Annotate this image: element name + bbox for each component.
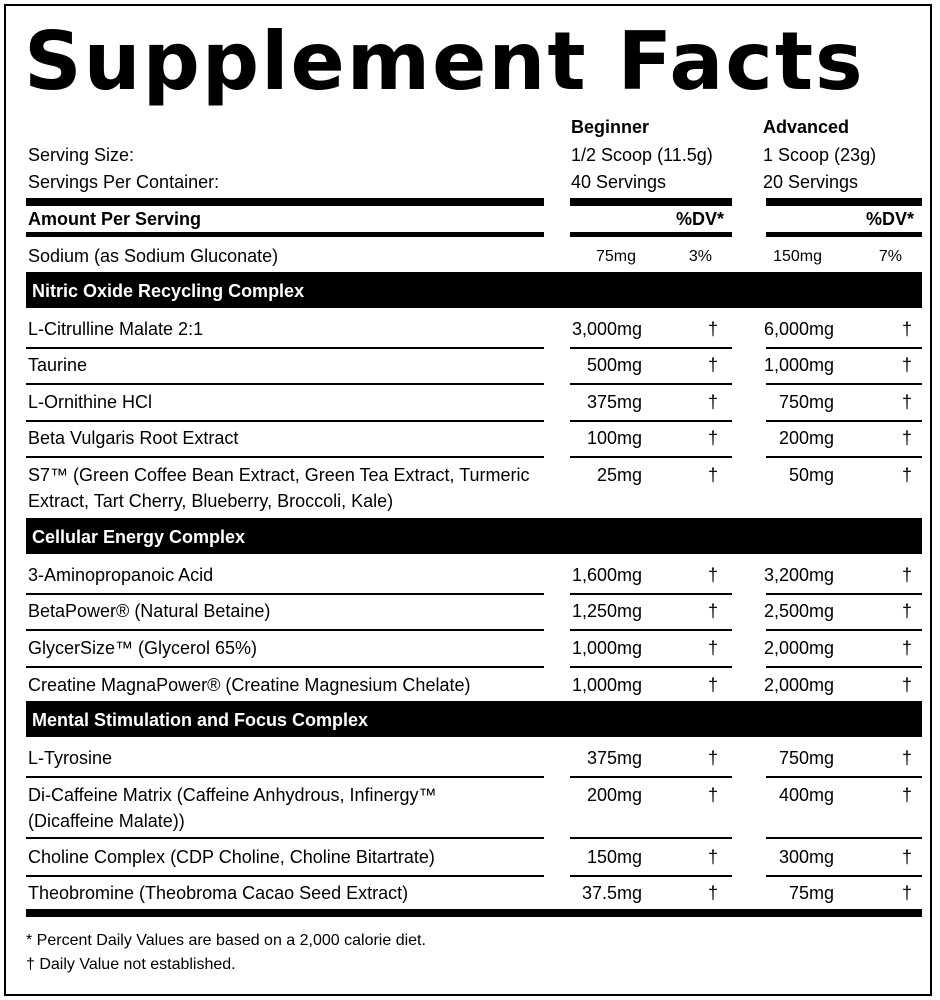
row-rule: [26, 347, 544, 349]
dagger-mark: †: [707, 355, 718, 375]
row-rule: [570, 420, 732, 422]
section-header-mental-stimulation: [26, 701, 922, 737]
ingredient-name: L-Ornithine HCl: [28, 392, 153, 412]
dagger-mark: †: [901, 748, 912, 768]
serving-size-label: Serving Size:: [28, 145, 135, 165]
row-rule: [766, 776, 922, 778]
ingredient-amount-advanced: 1,000mg: [763, 355, 834, 375]
row-rule: [570, 776, 732, 778]
dagger-mark: †: [901, 601, 912, 621]
dagger-mark: †: [707, 748, 718, 768]
servings-per-container-beginner: 40 Servings: [571, 172, 667, 192]
ingredient-name: 3-Aminopropanoic Acid: [28, 565, 214, 585]
ingredient-amount-advanced: 2,500mg: [763, 601, 834, 621]
dagger-mark: †: [707, 785, 718, 805]
row-rule: [570, 593, 732, 595]
section-header-nitric-oxide: [26, 272, 922, 308]
section-title: Cellular Energy Complex: [32, 527, 246, 547]
divider-bar: [766, 232, 922, 237]
divider-bar: [570, 198, 732, 206]
dagger-mark: †: [901, 319, 912, 339]
ingredient-amount-advanced: 400mg: [778, 785, 834, 805]
dagger-mark: †: [901, 785, 912, 805]
row-rule: [766, 875, 922, 877]
row-rule: [570, 837, 732, 839]
dagger-mark: †: [707, 319, 718, 339]
sodium-label: Sodium (as Sodium Gluconate): [28, 246, 279, 266]
ingredient-name-continued: Extract, Tart Cherry, Blueberry, Broccoli, Kale): [28, 491, 394, 511]
dagger-mark: †: [901, 565, 912, 585]
dagger-mark: †: [901, 638, 912, 658]
dagger-mark: †: [901, 465, 912, 485]
ingredient-name: Taurine: [28, 355, 88, 375]
section-title: Nitric Oxide Recycling Complex: [32, 281, 305, 301]
dagger-mark: †: [707, 638, 718, 658]
row-rule: [570, 456, 732, 458]
row-rule: [766, 347, 922, 349]
advanced-column-header: Advanced: [763, 117, 850, 137]
ingredient-amount-beginner: 25mg: [596, 465, 642, 485]
servings-per-container-advanced: 20 Servings: [763, 172, 859, 192]
ingredient-amount-advanced: 200mg: [778, 428, 834, 448]
row-rule: [26, 629, 544, 631]
footnote-dagger: † Daily Value not established.: [26, 956, 236, 973]
row-rule: [26, 456, 544, 458]
ingredient-name: BetaPower® (Natural Betaine): [28, 601, 271, 621]
dagger-mark: †: [901, 883, 912, 903]
dagger-mark: †: [707, 465, 718, 485]
ingredient-amount-beginner: 1,000mg: [571, 638, 642, 658]
row-rule: [766, 593, 922, 595]
sodium-beginner-dv: 3%: [688, 248, 712, 265]
row-rule: [766, 383, 922, 385]
amount-per-serving-label: Amount Per Serving: [28, 209, 202, 229]
row-rule: [766, 456, 922, 458]
ingredient-name: Creatine MagnaPower® (Creatine Magnesium Chelate): [28, 675, 471, 695]
ingredient-name: Di-Caffeine Matrix (Caffeine Anhydrous, Infinergy™: [28, 785, 437, 805]
dagger-mark: †: [707, 883, 718, 903]
row-rule: [26, 593, 544, 595]
row-rule: [766, 666, 922, 668]
row-rule: [26, 383, 544, 385]
row-rule: [766, 837, 922, 839]
row-rule: [26, 420, 544, 422]
row-rule: [570, 875, 732, 877]
ingredient-name: L-Tyrosine: [28, 748, 113, 768]
sodium-beginner-amount: 75mg: [595, 248, 636, 265]
panel-title: Supplement Facts: [24, 15, 865, 108]
supplement-facts-panel: [4, 4, 932, 996]
serving-size-beginner: 1/2 Scoop (11.5g): [571, 145, 713, 165]
dagger-mark: †: [707, 428, 718, 448]
ingredient-amount-advanced: 300mg: [778, 847, 834, 867]
ingredient-amount-advanced: 2,000mg: [763, 638, 834, 658]
beginner-column-header: Beginner: [571, 117, 650, 137]
row-rule: [766, 629, 922, 631]
ingredient-name: Beta Vulgaris Root Extract: [28, 428, 239, 448]
ingredient-name: L-Citrulline Malate 2:1: [28, 319, 204, 339]
ingredient-amount-beginner: 150mg: [586, 847, 642, 867]
divider-bar: [570, 232, 732, 237]
divider-bar: [26, 198, 544, 206]
row-rule: [766, 420, 922, 422]
dagger-mark: †: [707, 392, 718, 412]
ingredient-amount-beginner: 200mg: [586, 785, 642, 805]
ingredient-amount-advanced: 750mg: [778, 392, 834, 412]
ingredient-amount-beginner: 375mg: [586, 392, 642, 412]
ingredient-amount-beginner: 1,600mg: [571, 565, 642, 585]
ingredient-amount-advanced: 750mg: [778, 748, 834, 768]
dagger-mark: †: [901, 847, 912, 867]
servings-per-container-label: Servings Per Container:: [28, 172, 220, 192]
ingredient-name-continued: (Dicaffeine Malate)): [28, 811, 185, 831]
row-rule: [570, 383, 732, 385]
ingredient-amount-advanced: 2,000mg: [763, 675, 834, 695]
ingredient-name: S7™ (Green Coffee Bean Extract, Green Tea Extract, Turmeric: [28, 465, 530, 485]
ingredient-amount-advanced: 6,000mg: [763, 319, 834, 339]
ingredient-amount-beginner: 37.5mg: [581, 883, 642, 903]
row-rule: [26, 666, 544, 668]
row-rule: [26, 776, 544, 778]
ingredient-name: Theobromine (Theobroma Cacao Seed Extract): [28, 883, 409, 903]
dagger-mark: †: [901, 392, 912, 412]
dagger-mark: †: [901, 428, 912, 448]
ingredient-amount-beginner: 1,250mg: [571, 601, 642, 621]
dv-header-beginner: %DV*: [675, 209, 724, 229]
dagger-mark: †: [901, 675, 912, 695]
dagger-mark: †: [707, 847, 718, 867]
sodium-advanced-amount: 150mg: [773, 248, 822, 265]
dagger-mark: †: [707, 675, 718, 695]
ingredient-amount-advanced: 75mg: [788, 883, 834, 903]
divider-bar: [766, 198, 922, 206]
ingredient-amount-beginner: 100mg: [586, 428, 642, 448]
ingredient-amount-beginner: 3,000mg: [571, 319, 642, 339]
row-rule: [570, 666, 732, 668]
footnote-daily-values: * Percent Daily Values are based on a 2,000 calorie diet.: [26, 932, 426, 949]
row-rule: [26, 875, 544, 877]
ingredient-amount-advanced: 3,200mg: [763, 565, 834, 585]
row-rule: [26, 837, 544, 839]
row-rule: [570, 347, 732, 349]
dagger-mark: †: [707, 565, 718, 585]
ingredient-name: Choline Complex (CDP Choline, Choline Bitartrate): [28, 847, 435, 867]
ingredient-amount-advanced: 50mg: [788, 465, 834, 485]
section-title: Mental Stimulation and Focus Complex: [32, 710, 369, 730]
ingredient-amount-beginner: 1,000mg: [571, 675, 642, 695]
ingredient-name: GlycerSize™ (Glycerol 65%): [28, 638, 258, 658]
ingredient-amount-beginner: 375mg: [586, 748, 642, 768]
ingredient-amount-beginner: 500mg: [586, 355, 642, 375]
section-header-cellular-energy: [26, 518, 922, 554]
sodium-advanced-dv: 7%: [878, 248, 902, 265]
bottom-bar: [26, 909, 922, 917]
serving-size-advanced: 1 Scoop (23g): [763, 145, 877, 165]
row-rule: [570, 629, 732, 631]
dagger-mark: †: [707, 601, 718, 621]
dv-header-advanced: %DV*: [865, 209, 914, 229]
dagger-mark: †: [901, 355, 912, 375]
divider-bar: [26, 232, 544, 237]
